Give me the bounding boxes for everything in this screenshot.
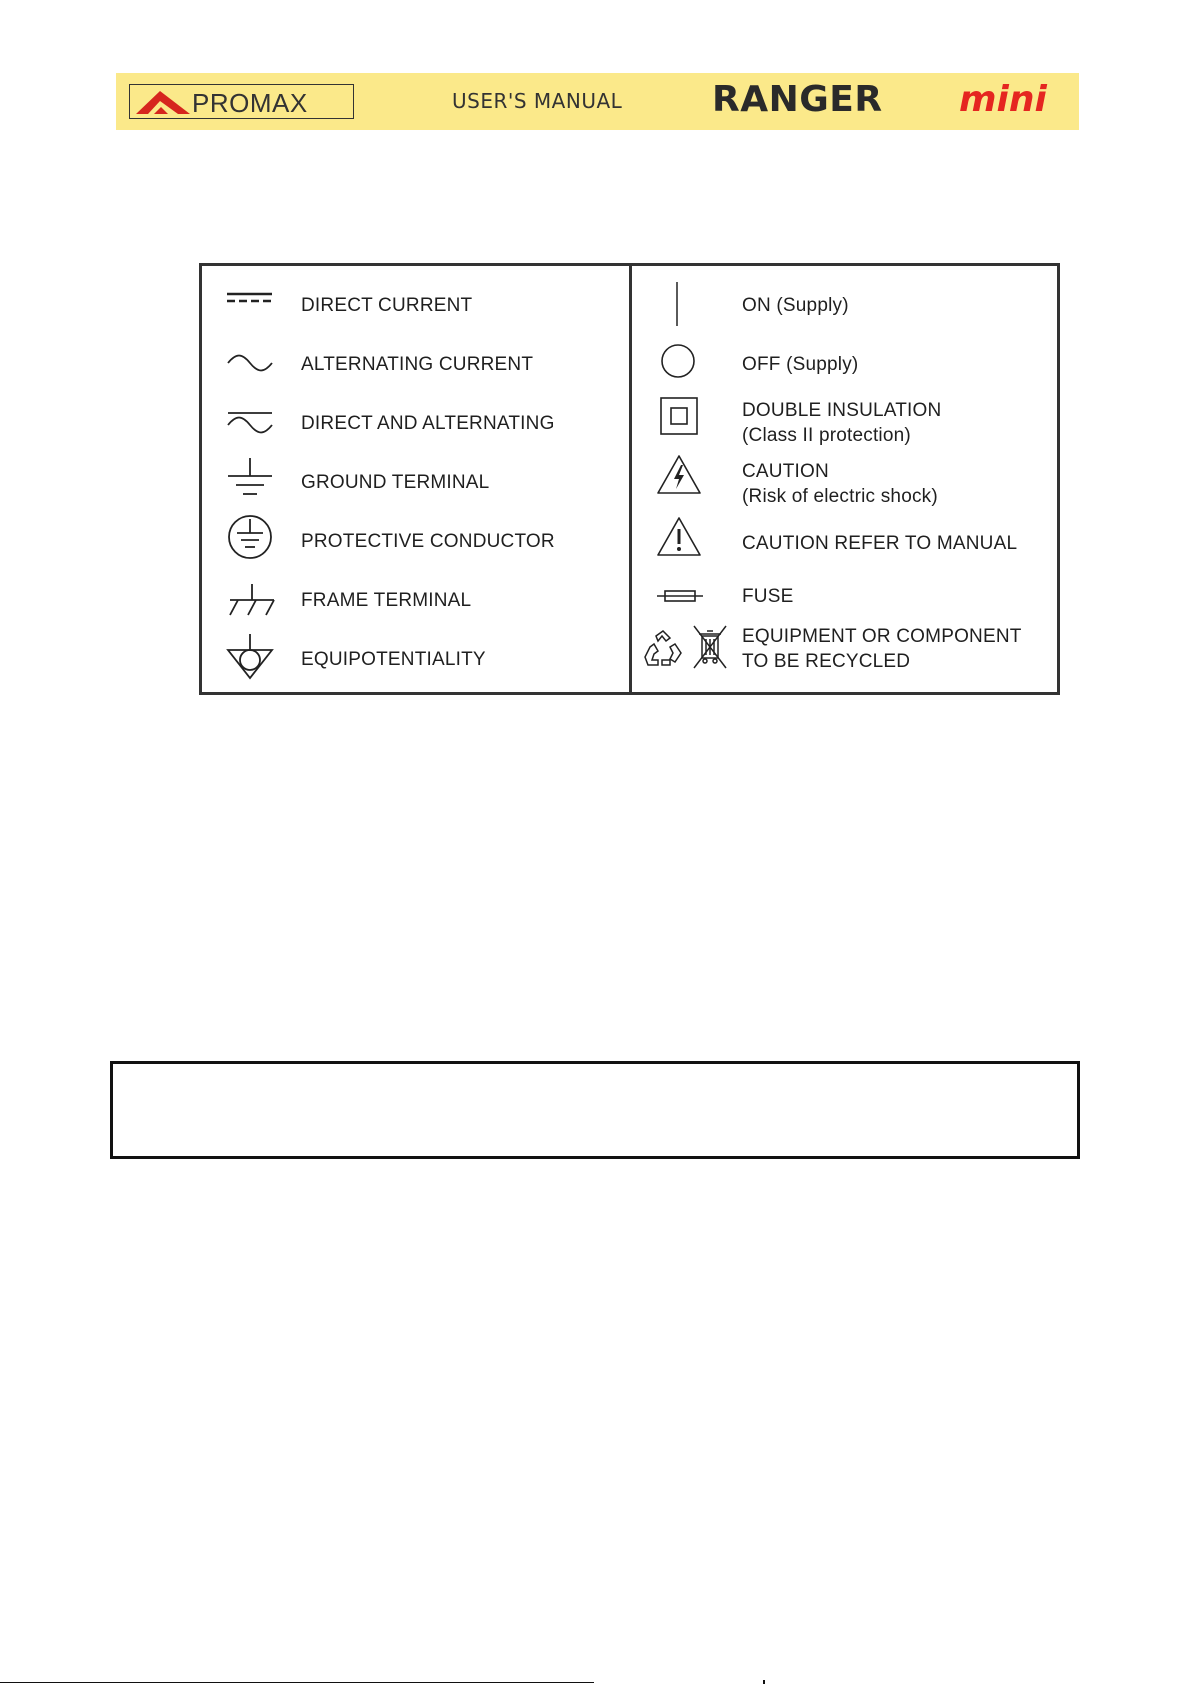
symbol-label: FUSE [742,586,794,607]
off-supply-icon [660,343,696,379]
direct-current-icon [226,291,274,305]
double-insulation-icon [659,396,699,436]
symbol-label: EQUIPOTENTIALITY [301,649,486,670]
symbol-label: DIRECT CURRENT [301,295,473,316]
symbol-label: ON (Supply) [742,295,849,316]
manual-title: USER'S MANUAL [452,89,623,113]
symbol-label: DOUBLE INSULATION (Class II protection) [742,400,942,446]
symbol-label: ALTERNATING CURRENT [301,354,534,375]
symbol-label: EQUIPMENT OR COMPONENT TO BE RECYCLED [742,626,1022,672]
brand-name: PROMAX [192,88,308,118]
equipotentiality-icon [226,632,274,682]
product-variant: mini [959,79,1047,120]
promax-logo-icon [134,88,192,116]
notice-box [110,1061,1080,1159]
ground-terminal-icon [226,456,274,502]
direct-and-alternating-icon [226,410,274,434]
symbols-table [199,263,1060,695]
symbol-label: GROUND TERMINAL [301,472,490,493]
symbol-label: CAUTION REFER TO MANUAL [742,533,1018,554]
crossed-bin-icon [690,624,730,670]
symbol-label: DIRECT AND ALTERNATING [301,413,555,434]
symbol-label: FRAME TERMINAL [301,590,472,611]
protective-conductor-icon [226,513,274,561]
fuse-icon [656,588,704,604]
symbol-label: OFF (Supply) [742,354,859,375]
electric-shock-icon [656,454,702,496]
column-divider [629,266,632,692]
alternating-current-icon [226,353,274,373]
promax-logo [129,84,354,119]
symbol-label: CAUTION (Risk of electric shock) [742,461,938,507]
caution-manual-icon [656,516,702,558]
product-name: RANGER [712,79,883,120]
on-supply-icon [675,281,679,327]
frame-terminal-icon [226,582,276,618]
footer-rule [0,1682,594,1683]
header-banner [116,73,1079,130]
footer-mark [763,1680,765,1684]
recycle-icon [642,629,684,671]
symbol-label: PROTECTIVE CONDUCTOR [301,531,555,552]
